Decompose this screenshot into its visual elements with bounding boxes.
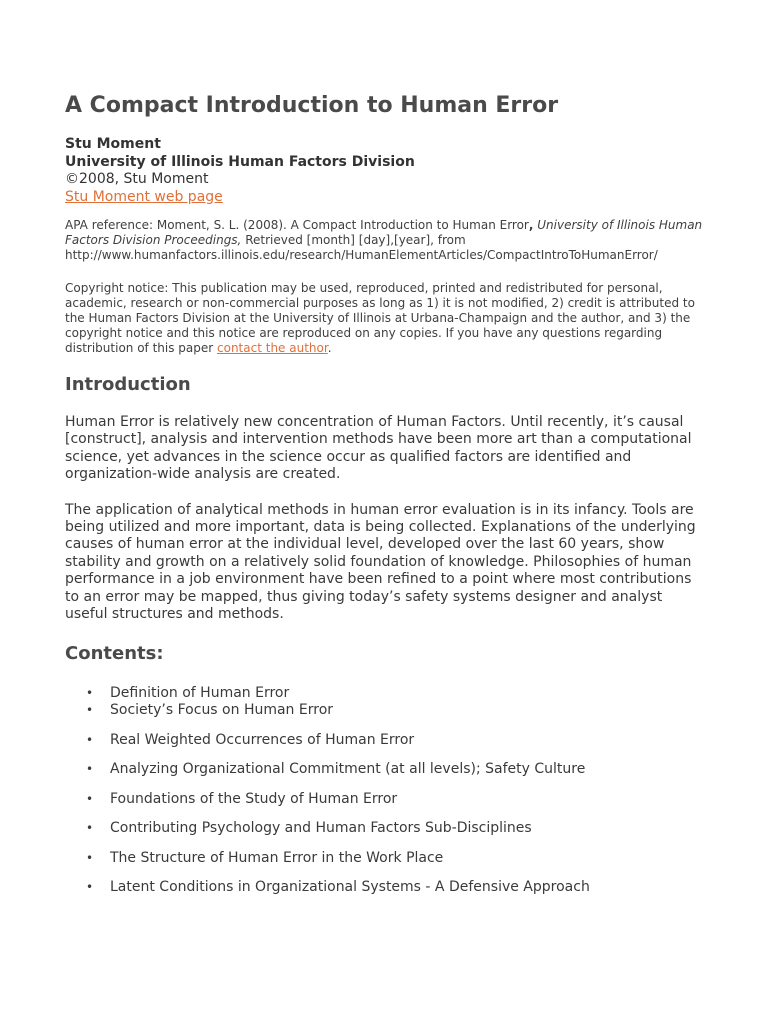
contents-item: • Definition of Human Error xyxy=(65,685,705,702)
introduction-heading: Introduction xyxy=(65,374,191,395)
author-affiliation: University of Illinois Human Factors Division xyxy=(65,153,415,170)
apa-retrieved: Retrieved [month] [day],[year], from http://www.humanfactors.illinois.edu/research/HumanElementArticles/CompactIntroToHumanError/ xyxy=(65,233,658,262)
contact-author-link[interactable]: contact the author xyxy=(217,341,328,355)
introduction-paragraph-2: The application of analytical methods in human error evaluation is in its infancy. Tools are being utilized and more important, data is being collected. Explanations of the underlying causes of human error at the individual level, developed over the last 60 years, show stability and growth on a relatively solid foundation of knowledge. Philosophies of human performance in a job environment have been refined to a point where most contributions to an error may be mapped, thus giving today’s safety systems designer and analyst useful structures and methods. xyxy=(65,501,696,623)
contents-list xyxy=(65,685,705,896)
contents-item: • Latent Conditions in Organizational Systems - A Defensive Approach xyxy=(65,879,705,896)
apa-journal: University of Illinois Human Factors Division Proceedings, xyxy=(65,218,703,247)
author-block xyxy=(65,136,705,206)
page-title: A Compact Introduction to Human Error xyxy=(65,93,559,118)
introduction-paragraph-1: Human Error is relatively new concentration of Human Factors. Until recently, it’s causal [construct], analysis and intervention methods have been more art than a computational science, yet advances in the science occur as qualified factors are identified and organization-wide analysis are created. xyxy=(65,414,692,483)
contents-item: • Society’s Focus on Human Error xyxy=(65,702,705,719)
contents-item: • Real Weighted Occurrences of Human Error xyxy=(65,732,705,749)
copyright-notice xyxy=(65,281,705,356)
copyright-notice-end: . xyxy=(327,341,332,355)
contents-item: • Analyzing Organizational Commitment (at all levels); Safety Culture xyxy=(65,761,705,778)
apa-prefix: APA reference: Moment, S. L. (2008). A Compact Introduction to Human Error xyxy=(65,218,529,232)
apa-comma: , xyxy=(528,218,534,232)
contents-heading: Contents: xyxy=(65,643,164,665)
copyright-notice-text: Copyright notice: This publication may be used, reproduced, printed and redistributed for personal, academic, research or non-commercial purposes as long as 1) it is not modified, 2) credit is attributed to the Human Factors Division at the University of Illinois at Urbana-Champaign and the author, and 3) the copyright notice and this notice are reproduced on any copies. If you have any questions regarding distribution of this paper xyxy=(65,281,695,355)
author-web-link[interactable]: Stu Moment web page xyxy=(65,188,223,205)
copyright-line: ©2008, Stu Moment xyxy=(65,171,209,187)
author-name: Stu Moment xyxy=(65,136,161,152)
contents-item: • Contributing Psychology and Human Factors Sub-Disciplines xyxy=(65,820,705,837)
contents-item: • The Structure of Human Error in the Work Place xyxy=(65,850,705,867)
apa-reference xyxy=(65,218,705,263)
contents-item: • Foundations of the Study of Human Error xyxy=(65,791,705,808)
document-content xyxy=(65,90,705,896)
